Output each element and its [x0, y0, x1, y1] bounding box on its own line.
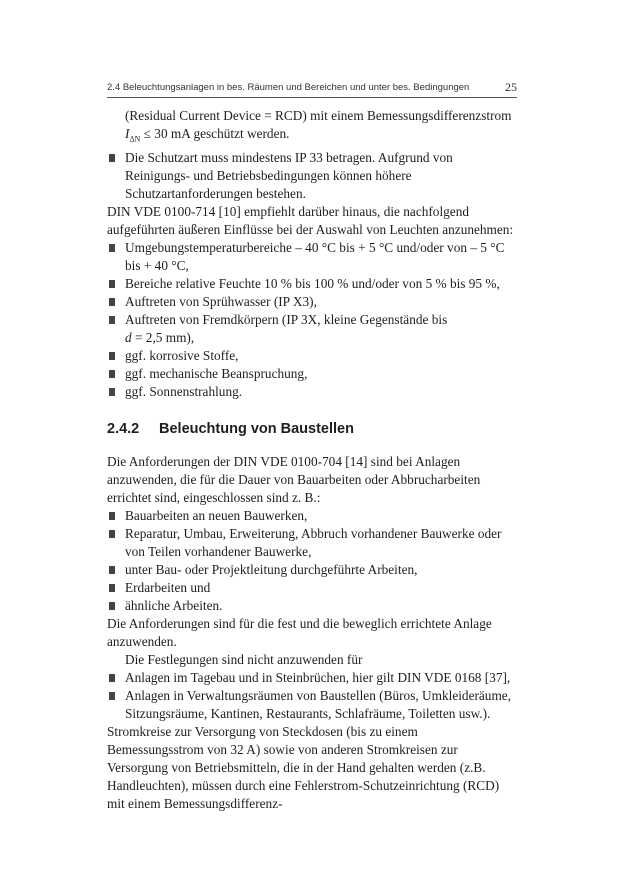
square-bullet-icon — [109, 674, 115, 682]
square-bullet-icon — [109, 388, 115, 396]
square-bullet-icon — [109, 370, 115, 378]
body-text — [107, 107, 517, 813]
list-item: ähnliche Arbeiten. — [107, 597, 517, 615]
list-item: Umgebungstemperaturbereiche – 40 °C bis + 5 °C und/oder von – 5 °C bis + 40 °C, — [107, 239, 517, 275]
list-item: unter Bau- oder Projektleitung durchgeführte Arbeiten, — [107, 561, 517, 579]
list-item: Die Schutzart muss mindestens IP 33 betragen. Aufgrund von Reinigungs- und Betriebsbedingungen können höhere Schutzartanforderungen bestehen. — [107, 149, 517, 203]
running-header — [107, 82, 517, 93]
section-heading — [107, 419, 517, 439]
square-bullet-icon — [109, 584, 115, 592]
list-item: Erdarbeiten und — [107, 579, 517, 597]
list-item: ggf. Sonnenstrahlung. — [107, 383, 517, 401]
square-bullet-icon — [109, 602, 115, 610]
square-bullet-icon — [109, 280, 115, 288]
list-item: ggf. mechanische Beanspruchung, — [107, 365, 517, 383]
square-bullet-icon — [109, 512, 115, 520]
header-rule — [107, 97, 517, 98]
list-item: Auftreten von Fremdkörpern (IP 3X, kleine Gegenstände bis d = 2,5 mm), — [107, 311, 517, 347]
bullet-list-excluded — [107, 669, 517, 723]
paragraph-din704: Die Anforderungen der DIN VDE 0100-704 [14] sind bei Anlagen anzuwenden, die für die Dauer von Bauarbeiten oder Abbrucharbeiten errichtet sind, eingeschlossen sind z. B.: — [107, 453, 481, 505]
list-item: Bereiche relative Feuchte 10 % bis 100 % und/oder von 5 % bis 95 %, — [107, 275, 517, 293]
square-bullet-icon — [109, 352, 115, 360]
list-item: Auftreten von Sprühwasser (IP X3), — [107, 293, 517, 311]
section-title: Beleuchtung von Baustellen — [159, 420, 354, 437]
paragraph-not-applicable: Die Festlegungen sind nicht anzuwenden für — [125, 651, 363, 667]
square-bullet-icon — [109, 316, 115, 324]
paragraph-fixed-mobile: Die Anforderungen sind für die fest und die beweglich errichtete Anlage anzuwenden. — [107, 615, 492, 649]
bullet-list-included — [107, 507, 517, 615]
paragraph-rcd: Stromkreise zur Versorgung von Steckdosen (bis zu einem Bemessungsstrom von 32 A) sowie von anderen Stromkreisen zur Versorgung von Betriebsmitteln, die in der Hand gehalten werden (z.B. Handleuchten), müssen durch eine Fehlerstrom-Schutzeinrichtung (RCD) mit einem Bemessungsdifferenz- — [107, 723, 500, 811]
page-number: 25 — [505, 80, 517, 94]
bullet-list-influences — [107, 239, 517, 401]
current-symbol: $I_{\Delta N}$ — [125, 126, 141, 144]
square-bullet-icon — [109, 530, 115, 538]
paragraph-din714: DIN VDE 0100-714 [10] empfiehlt darüber hinaus, die nachfolgend aufgeführten äußeren Einflüsse bei der Auswahl von Leuchten anzunehmen: — [107, 203, 514, 237]
list-item: Anlagen in Verwaltungsräumen von Baustellen (Büros, Umkleideräume, Sitzungsräume, Kantinen, Restaurants, Schlafräume, Toiletten usw.). — [107, 687, 517, 723]
square-bullet-icon — [109, 692, 115, 700]
square-bullet-icon — [109, 154, 115, 162]
square-bullet-icon — [109, 566, 115, 574]
list-item: Anlagen im Tagebau und in Steinbrüchen, hier gilt DIN VDE 0168 [37], — [107, 669, 517, 687]
bullet-list-protection — [107, 149, 517, 203]
square-bullet-icon — [109, 298, 115, 306]
running-title: 2.4 Beleuchtungsanlagen in bes. Räumen und Bereichen und unter bes. Bedingungen — [107, 82, 470, 93]
list-item: Reparatur, Umbau, Erweiterung, Abbruch vorhandener Bauwerke oder von Teilen vorhandener Bauwerke, — [107, 525, 517, 561]
square-bullet-icon — [109, 244, 115, 252]
list-item: ggf. korrosive Stoffe, — [107, 347, 517, 365]
list-item: Bauarbeiten an neuen Bauwerken, — [107, 507, 517, 525]
section-number: 2.4.2 — [107, 420, 140, 437]
continued-paragraph: (Residual Current Device = RCD) mit einem Bemessungsdifferenzstrom $I_{\Delta N} \le 30$ mA geschützt werden. — [125, 108, 512, 144]
